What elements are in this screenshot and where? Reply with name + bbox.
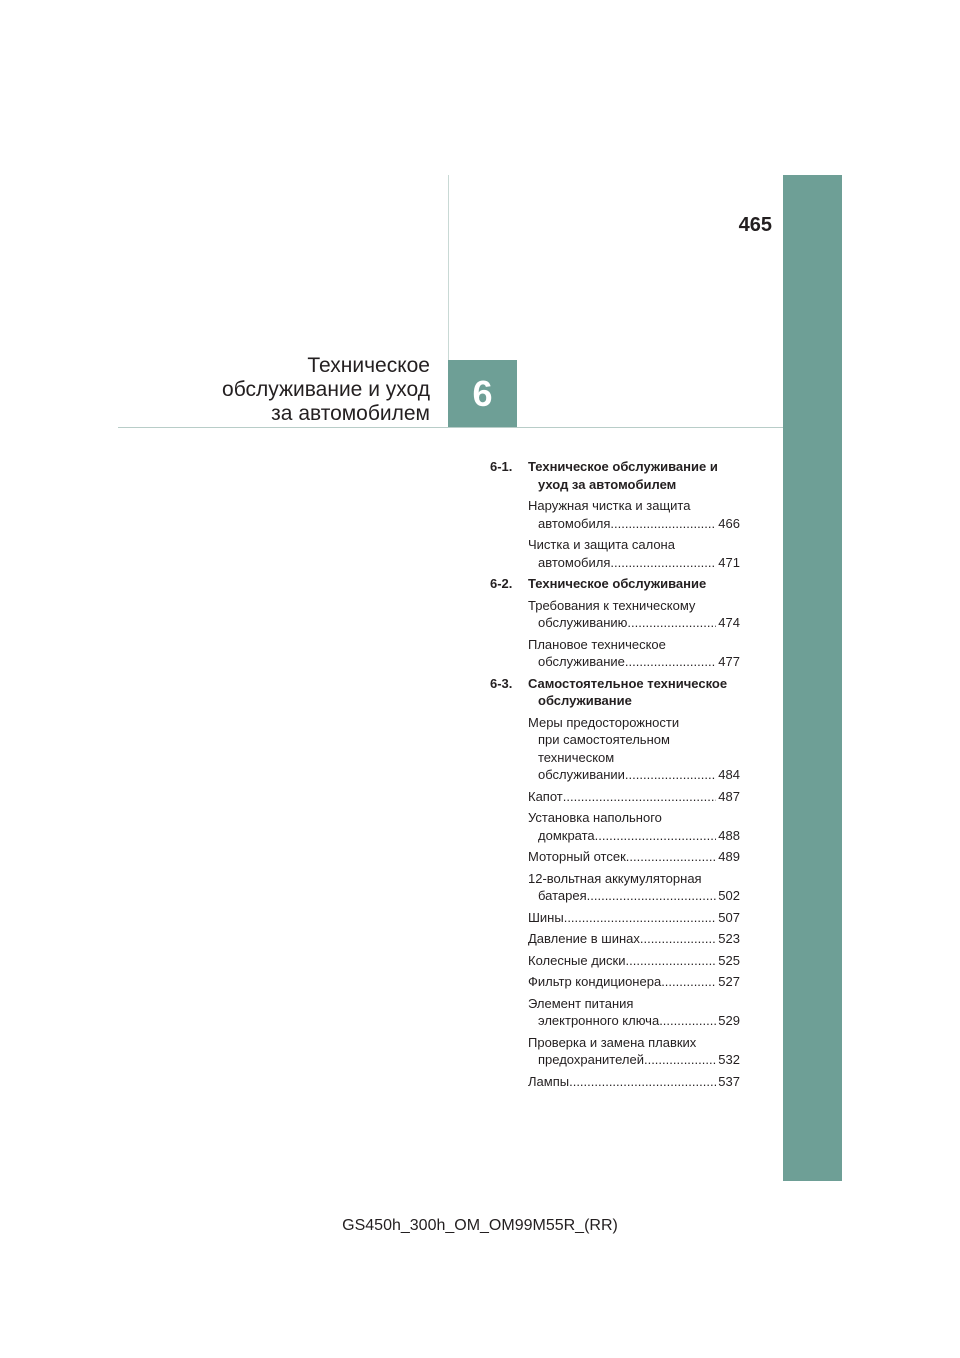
toc-entry-text: Моторный отсек: [528, 849, 626, 864]
dot-leader: [661, 973, 716, 991]
toc-entry-line: Элемент питания: [528, 995, 634, 1011]
toc-entry-line: 12-вольтная аккумуляторная: [528, 870, 702, 886]
toc-entry-line: Наружная чистка и защита: [528, 498, 691, 513]
toc-entry-page: 532: [718, 1052, 740, 1067]
toc-entry-text: Лампы: [528, 1073, 570, 1089]
chapter-title-line: за автомобилем: [271, 402, 430, 425]
toc-section-title-line: уход за автомобилем: [538, 476, 677, 492]
toc-entry-line: Требования к техническому: [528, 597, 696, 613]
toc-entry[interactable]: [528, 973, 740, 991]
chapter-title: [160, 354, 430, 426]
dot-leader: [610, 515, 716, 533]
chapter-number-box: [448, 360, 517, 427]
toc-entry-text: автомобиля: [538, 554, 611, 570]
vertical-divider: [448, 175, 449, 360]
toc-entry-page: 525: [718, 952, 740, 968]
toc-entry[interactable]: [528, 1034, 740, 1069]
toc-entry[interactable]: [528, 536, 740, 571]
toc-entry[interactable]: [528, 714, 740, 784]
toc-entry[interactable]: [528, 788, 740, 806]
toc-entry-line: Меры предосторожности: [528, 714, 680, 730]
toc-entry[interactable]: [528, 909, 740, 927]
toc-entry-text: Колесные диски: [528, 952, 626, 968]
toc-section-heading[interactable]: [490, 675, 740, 710]
toc-section-title: [528, 458, 740, 493]
toc-entry-text: Давление в шинах: [528, 931, 640, 946]
toc-section-title: [528, 675, 740, 710]
chapter-title-line: Техническое: [307, 354, 430, 377]
dot-leader: [625, 766, 716, 784]
toc-entry-text: обслуживании: [538, 767, 625, 782]
toc-entry[interactable]: [528, 952, 740, 970]
toc-section-heading[interactable]: [490, 575, 740, 593]
chapter-title-line: обслуживание и уход: [222, 378, 430, 401]
toc-section-title: [528, 575, 740, 593]
toc-entry-line: Чистка и защита салона: [528, 537, 675, 552]
toc-entry-page: 489: [718, 849, 740, 864]
toc-entry-text: домкрата: [538, 827, 595, 843]
toc-entry-page: 537: [718, 1073, 740, 1089]
toc-entry[interactable]: [528, 930, 740, 948]
footer-code: GS450h_300h_OM_OM99M55R_(RR): [342, 1217, 618, 1234]
toc-entry-text: Шины: [528, 909, 564, 925]
toc-entry-line: Установка напольного: [528, 810, 662, 825]
toc-entry-page: 487: [718, 788, 740, 804]
dot-leader: [625, 653, 716, 671]
toc-entry[interactable]: [528, 809, 740, 844]
dot-leader: [587, 887, 717, 905]
toc-entry-line: Проверка и замена плавких: [528, 1034, 697, 1050]
dot-leader: [610, 554, 716, 572]
toc-entry[interactable]: [528, 636, 740, 671]
toc-section-title-line: обслуживание: [538, 693, 632, 708]
toc-entry-line: техническом: [538, 749, 615, 765]
toc-entry-page: 502: [718, 888, 740, 903]
toc-entry-text: предохранителей: [538, 1052, 644, 1067]
toc-entry[interactable]: [528, 995, 740, 1030]
toc-entry-page: 466: [718, 515, 740, 531]
chapter-side-tab: [783, 175, 842, 1181]
toc-entry-page: 484: [718, 767, 740, 782]
toc-entry-page: 529: [718, 1013, 740, 1028]
toc-entry-page: 471: [718, 554, 740, 570]
toc-entry-text: Фильтр кондиционера: [528, 974, 662, 989]
toc-entry-page: 507: [718, 909, 740, 925]
chapter-number: 6: [472, 372, 493, 414]
toc-section-number: 6-2.: [490, 576, 513, 591]
toc-entry-text: электронного ключа: [538, 1013, 660, 1028]
toc-entry-text: обслуживание: [538, 654, 625, 669]
toc-entry-page: 474: [718, 615, 740, 630]
toc-entry[interactable]: [528, 1073, 740, 1091]
toc-entry[interactable]: [528, 597, 740, 632]
toc-section-heading[interactable]: [490, 458, 740, 493]
toc-section-title-line: Техническое обслуживание: [528, 576, 707, 591]
dot-leader: [644, 1051, 716, 1069]
horizontal-divider: [118, 427, 783, 428]
toc-entry-page: 523: [718, 931, 740, 946]
toc-entry[interactable]: [528, 870, 740, 905]
toc-entry-page: 488: [718, 827, 740, 843]
toc-section-number: 6-3.: [490, 675, 513, 691]
dot-leader: [640, 930, 716, 948]
toc-entry[interactable]: [528, 848, 740, 866]
toc-entry-page: 527: [718, 974, 740, 989]
page-number: 465: [738, 214, 772, 236]
toc-entry-text: обслуживанию: [538, 615, 628, 630]
toc-entry-page: 477: [718, 654, 740, 669]
dot-leader: [563, 788, 717, 806]
table-of-contents: [490, 458, 740, 1094]
toc-section-number: 6-1.: [490, 459, 513, 474]
dot-leader: [626, 952, 717, 970]
toc-entry-line: при самостоятельном: [538, 732, 670, 747]
toc-entry-text: автомобиля: [538, 515, 611, 531]
dot-leader: [627, 614, 716, 632]
toc-entry-text: батарея: [538, 888, 587, 903]
toc-section-title-line: Техническое обслуживание и: [528, 459, 718, 474]
toc-entry-text: Капот: [528, 788, 563, 804]
dot-leader: [659, 1012, 716, 1030]
toc-section-title-line: Самостоятельное техническое: [528, 675, 728, 691]
dot-leader: [564, 909, 717, 927]
dot-leader: [626, 848, 717, 866]
toc-entry-line: Плановое техническое: [528, 636, 666, 652]
dot-leader: [595, 827, 717, 845]
toc-entry[interactable]: [528, 497, 740, 532]
dot-leader: [569, 1073, 716, 1091]
